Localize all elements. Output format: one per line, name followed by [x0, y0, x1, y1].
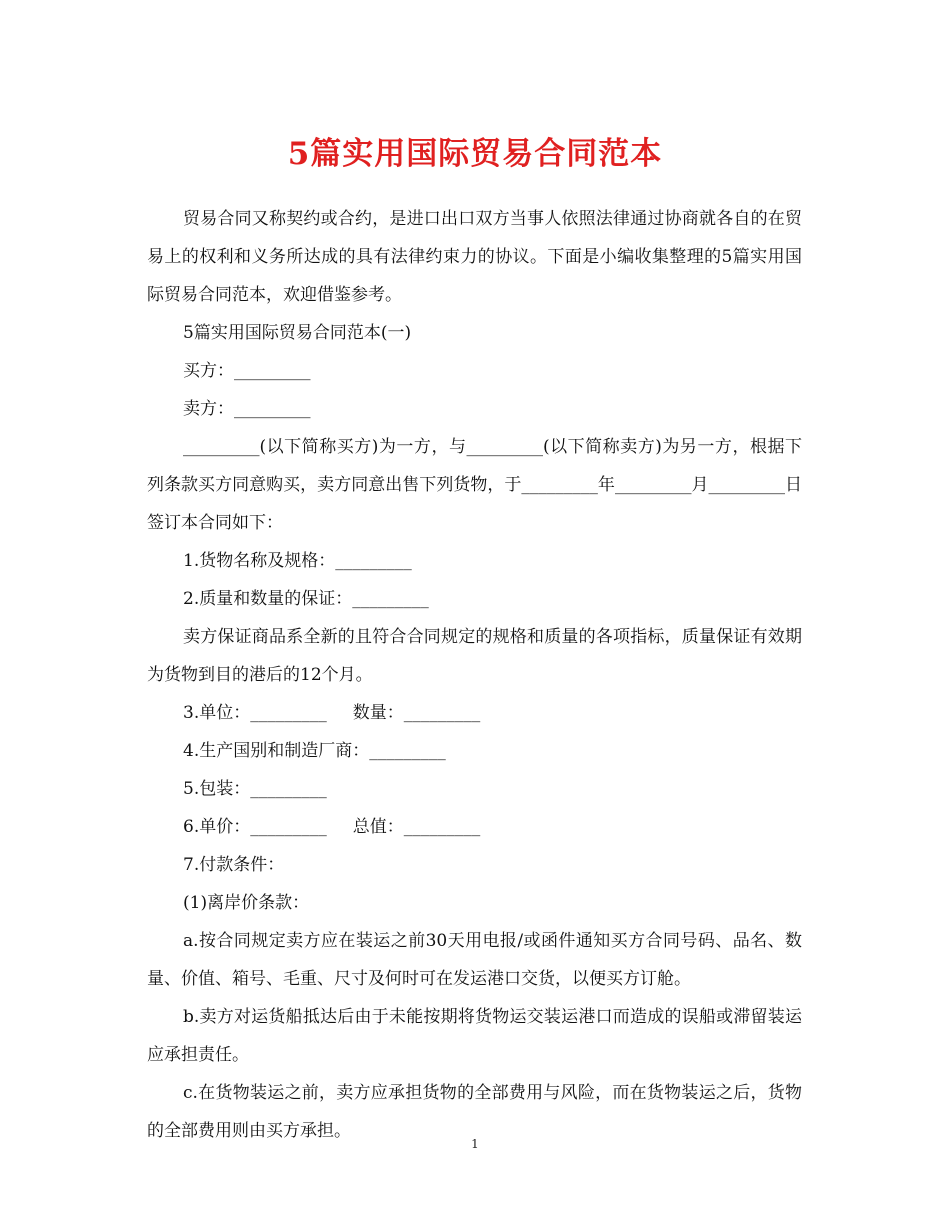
- quality-clause: 卖方保证商品系全新的且符合合同规定的规格和质量的各项指标，质量保证有效期为货物到目的港后的12个月。: [147, 627, 802, 685]
- item-fob-terms: (1)离岸价条款：: [183, 893, 310, 913]
- clause-a: a.按合同规定卖方应在装运之前30天用电报/或函件通知买方合同号码、品名、数量、价值、箱号、毛重、尺寸及何时可在发运港口交货，以便买方订舱。: [147, 931, 802, 989]
- item-unit-quantity: [147, 694, 802, 732]
- intro-paragraph: 贸易合同又称契约或合约，是进口出口双方当事人依照法律通过协商就各自的在贸易上的权利和义务所达成的具有法律约束力的协议。下面是小编收集整理的5篇实用国际贸易合同范本，欢迎借鉴参考。: [147, 209, 802, 305]
- item-packing: 5.包装：_________: [183, 779, 327, 799]
- unit-field: 3.单位：_________: [183, 703, 327, 723]
- page-number: 1: [471, 1137, 479, 1151]
- total-value-field: 总值：_________: [352, 817, 481, 837]
- buyer-line: 买方：_________: [183, 361, 311, 381]
- document-title: 5篇实用国际贸易合同范本: [287, 136, 663, 172]
- item-origin-manufacturer: 4.生产国别和制造厂商：_________: [183, 741, 446, 761]
- unit-price-field: 6.单价：_________: [183, 817, 327, 837]
- item-payment-terms: 7.付款条件：: [183, 855, 285, 875]
- document-body: [147, 200, 802, 1150]
- quantity-field: 数量：_________: [352, 703, 481, 723]
- parties-clause: _________(以下简称买方)为一方，与_________(以下简称卖方)为另一方，根据下列条款买方同意购买，卖方同意出售下列货物，于_________年_________月_________日签订本合同如下：: [147, 437, 802, 533]
- clause-c: c.在货物装运之前，卖方应承担货物的全部费用与风险，而在货物装运之后，货物的全部费用则由买方承担。: [147, 1083, 802, 1141]
- item-price-total: [147, 808, 802, 846]
- clause-b: b.卖方对运货船抵达后由于未能按期将货物运交装运港口而造成的误船或滞留装运应承担责任。: [147, 1007, 802, 1065]
- item-quality-guarantee: 2.质量和数量的保证：_________: [183, 589, 429, 609]
- item-goods-name: 1.货物名称及规格：_________: [183, 551, 412, 571]
- section-heading: 5篇实用国际贸易合同范本(一): [183, 323, 412, 343]
- seller-line: 卖方：_________: [183, 399, 311, 419]
